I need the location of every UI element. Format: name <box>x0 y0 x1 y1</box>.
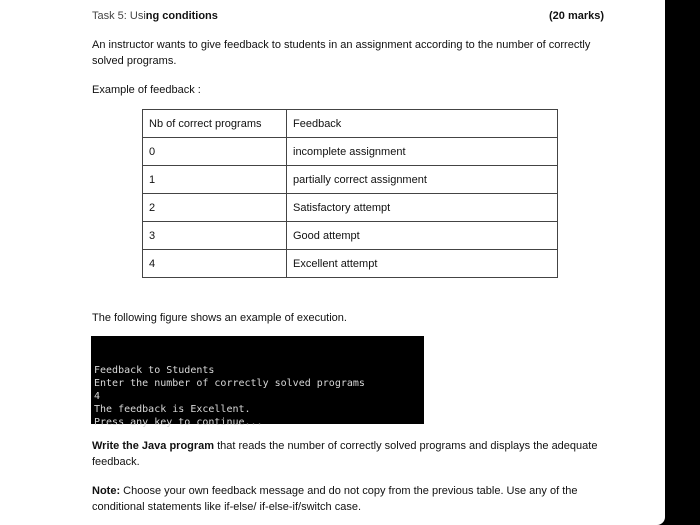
console-line: Feedback to Students <box>94 365 215 376</box>
example-label: Example of feedback : <box>92 84 201 96</box>
note-text: Choose your own feedback message and do not copy from the previous table. Use any of the conditional statements like if-else/ if-else-if/switch case. <box>92 485 578 513</box>
instruction-bold: Write the Java program <box>92 440 215 452</box>
table-header-cell: Feedback <box>287 110 558 138</box>
table-cell: 3 <box>143 222 287 250</box>
console-output <box>91 336 424 428</box>
table-header-cell: Nb of correct programs <box>143 110 287 138</box>
instruction-paragraph <box>92 438 612 470</box>
task-title-bold: ng conditions <box>145 10 218 22</box>
task-title <box>92 10 218 22</box>
feedback-table <box>142 109 558 278</box>
table-cell: Good attempt <box>287 222 558 250</box>
table-row <box>143 250 558 278</box>
table-cell: 4 <box>143 250 287 278</box>
console-line: The feedback is Excellent. <box>94 404 251 415</box>
table-row <box>143 222 558 250</box>
table-cell: partially correct assignment <box>287 166 558 194</box>
task-marks: (20 marks) <box>549 10 605 22</box>
table-row <box>143 194 558 222</box>
figure-caption: The following figure shows an example of execution. <box>92 312 347 324</box>
table-row <box>143 166 558 194</box>
table-cell: Satisfactory attempt <box>287 194 558 222</box>
table-cell: 0 <box>143 138 287 166</box>
task-title-dim: Usi <box>129 10 146 22</box>
instruction-text: that reads the number of correctly solved programs and displays the adequate feedback. <box>92 440 598 468</box>
task-prefix: Task 5: <box>92 10 130 22</box>
table-cell: 1 <box>143 166 287 194</box>
console-line: Enter the number of correctly solved programs <box>94 378 365 389</box>
table-cell: Excellent attempt <box>287 250 558 278</box>
note-bold: Note: <box>92 485 121 497</box>
console-line: 4 <box>94 391 101 402</box>
table-row <box>143 138 558 166</box>
console-line: Press any key to continue... <box>94 417 263 428</box>
table-cell: incomplete assignment <box>287 138 558 166</box>
intro-paragraph: An instructor wants to give feedback to students in an assignment according to the number of correctly solved programs. <box>92 39 591 67</box>
table-cell: 2 <box>143 194 287 222</box>
table-header-row <box>143 110 558 138</box>
note-paragraph <box>92 483 612 515</box>
